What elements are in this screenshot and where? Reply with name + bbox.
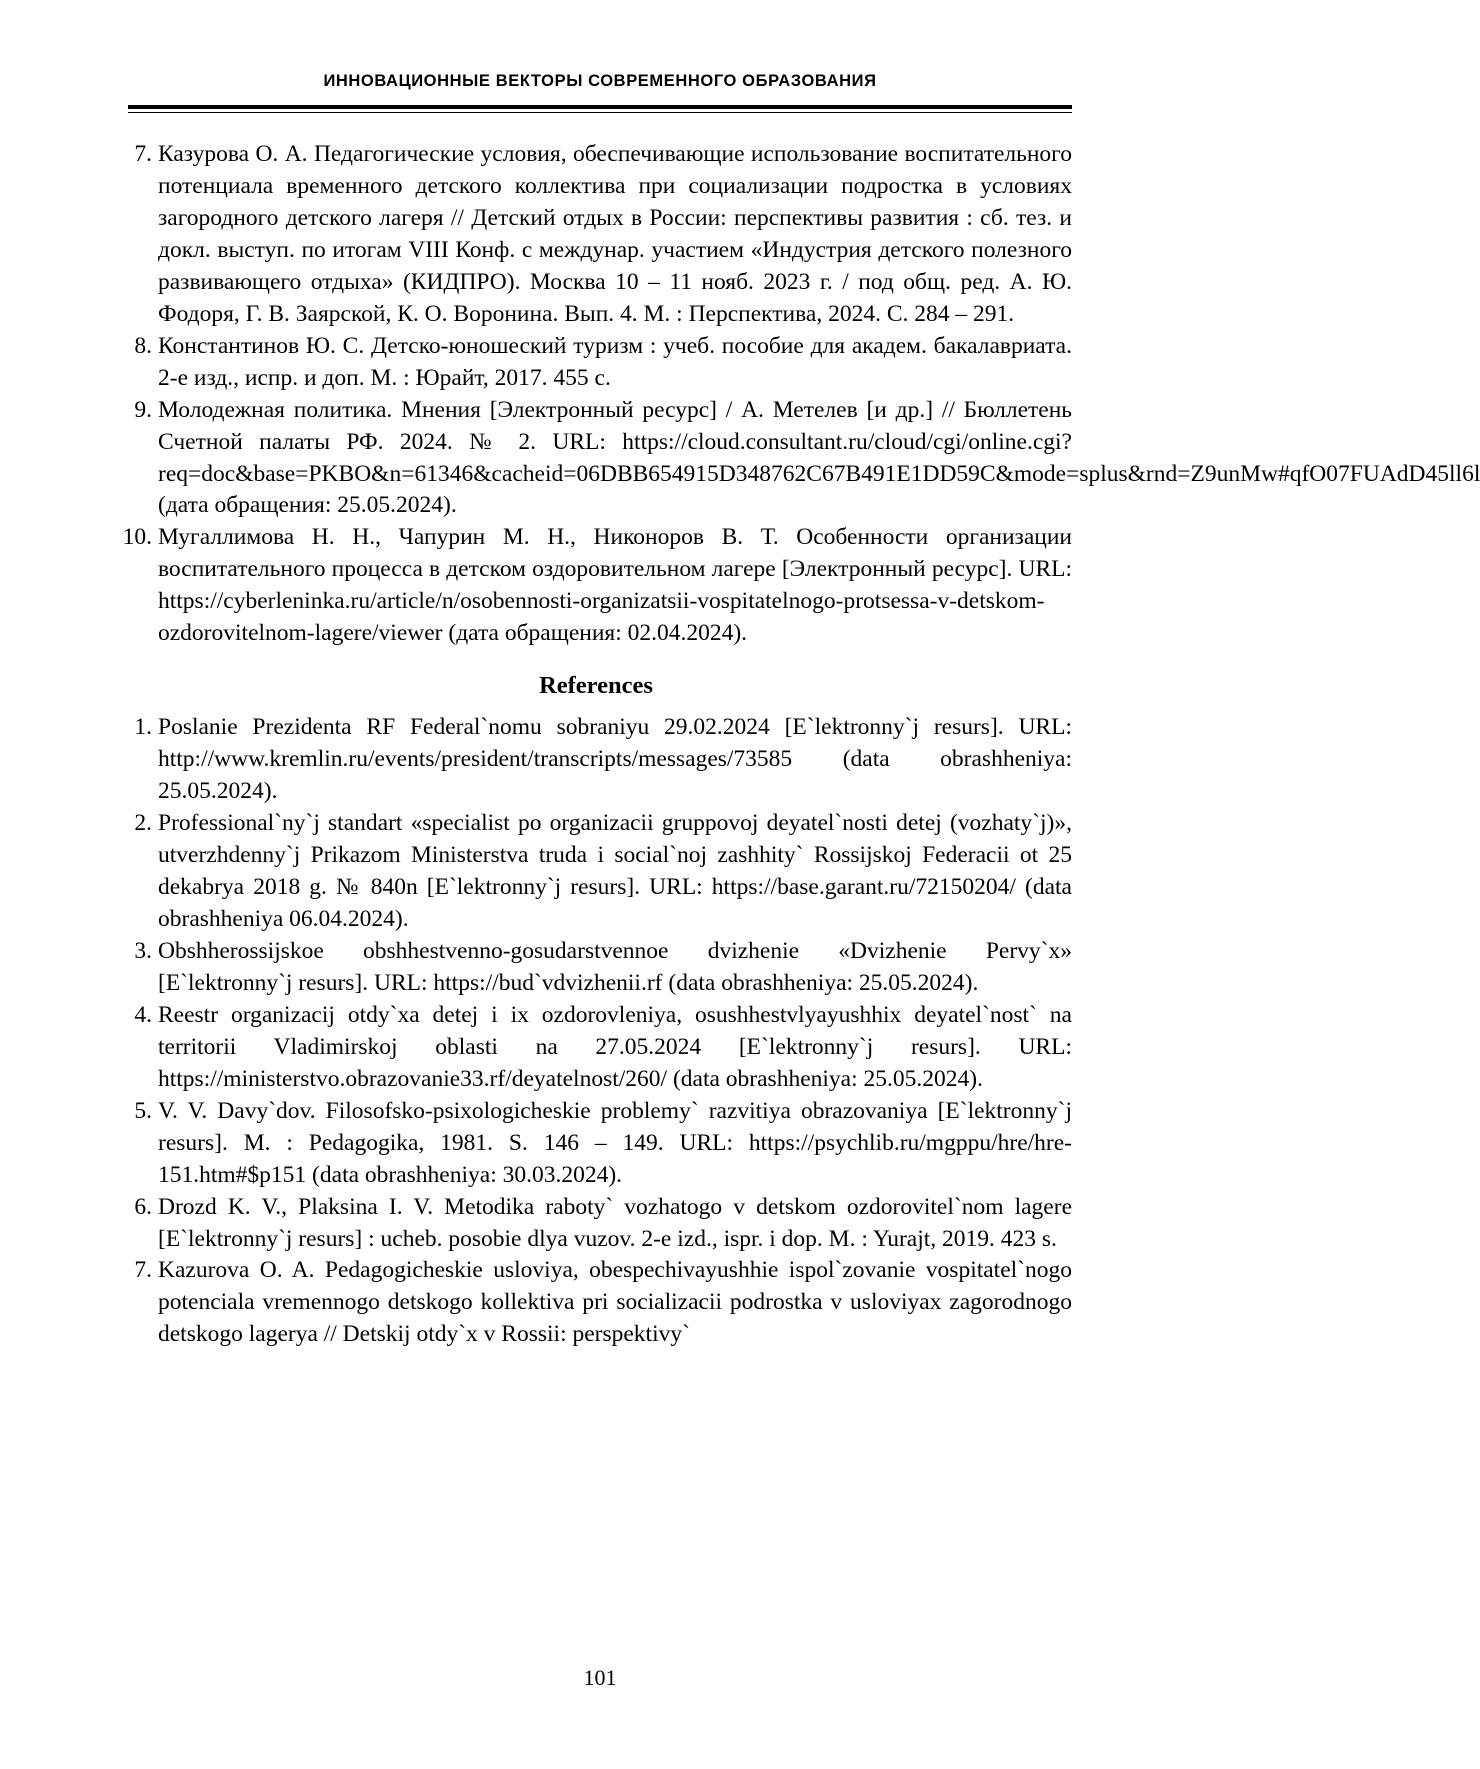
list-item-number: 5.: [134, 1097, 152, 1124]
header-rule-thick: [128, 105, 1072, 109]
list-item: [120, 1096, 1072, 1192]
list-item-number: 8.: [134, 332, 152, 359]
list-item-text: Казурова О. А. Педагогические условия, обеспечивающие использование воспитательного потенциала временного детского коллектива при социализации подростка в условиях загородного детского лагеря // Детский отдых в России: перспективы развития : сб. тез. и докл. выступ. по итогам VIII Конф. с междунар. участием «Индустрия детского полезного развивающего отдыха» (КИДПРО). Москва 10 – 11 нояб. 2023 г. / под общ. ред. А. Ю. Фодоря, Г. В. Заярской, К. О. Воронина. Вып. 4. М. : Перспектива, 2024. С. 284 – 291.: [158, 141, 1072, 327]
list-item-number: 3.: [134, 937, 152, 964]
list-item: [120, 808, 1072, 936]
references-ru-list: [120, 139, 1480, 650]
list-item-number: 2.: [134, 810, 152, 837]
list-item: [120, 936, 1072, 1000]
list-item-number: 9.: [134, 396, 152, 423]
list-item-text: Reestr organizacij otdy`xa detej i ix ozdorovleniya, osushhestvlyayushhix deyatel`nost` na territorii Vladimirskoj oblasti na 27.05.2024 [E`lektronny`j resurs]. URL: https://ministerstvo.obrazovanie33.rf/deyatelnost/260/ (data obrashheniya: 25.05.2024).: [158, 1001, 1072, 1092]
list-item-number: 7.: [134, 1257, 152, 1284]
header-rule-thin: [128, 112, 1072, 113]
page-content: [120, 139, 1480, 1351]
list-item-text: Kazurova O. A. Pedagogicheskie usloviya, obespechivayushhie ispol`zovanie vospitatel`nogo potenciala vremennogo detskogo kollektiva pri socializacii podrostka v usloviyax zagorodnogo detskogo lagerya // Detskij otdy`x v Rossii: perspektivy`: [158, 1257, 1072, 1348]
list-item-number: 1.: [134, 714, 152, 741]
list-item: [120, 1255, 1072, 1351]
references-section-title: References: [539, 672, 653, 700]
list-item-text: Drozd K. V., Plaksina I. V. Metodika raboty` vozhatogo v detskom ozdorovitel`nom lagere [E`lektronny`j resurs] : ucheb. posobie dlya vuzov. 2-e izd., ispr. i dop. M. : Yurajt, 2019. 423 s.: [158, 1193, 1072, 1252]
list-item-text: Константинов Ю. С. Детско-юношеский туризм : учеб. пособие для академ. бакалавриата. 2-е изд., испр. и доп. М. : Юрайт, 2017. 455 с.: [158, 332, 1072, 391]
list-item-text: Obshherossijskoe obshhestvenno-gosudarstvennoe dvizhenie «Dvizhenie Pervy`x» [E`lektronny`j resurs]. URL: https://bud`vdvizhenii.rf (data obrashheniya: 25.05.2024).: [158, 937, 1072, 996]
list-item: [120, 395, 1480, 523]
references-en-list: [120, 712, 1072, 1351]
list-item-text: Poslanie Prezidenta RF Federal`nomu sobraniyu 29.02.2024 [E`lektronny`j resurs]. URL: http://www.kremlin.ru/events/president/transcripts/messages/73585 (data obrashheniya: 25.05.2024).: [158, 714, 1072, 805]
list-item-text: V. V. Davy`dov. Filosofsko-psixologicheskie problemy` razvitiya obrazovaniya [E`lektronny`j resurs]. M. : Pedagogika, 1981. S. 146 – 149. URL: https://psychlib.ru/mgppu/hre/hre-151.htm#$p151 (data obrashheniya: 30.03.2024).: [158, 1097, 1072, 1188]
list-item: [120, 522, 1072, 650]
document-page: [0, 72, 1480, 1769]
list-item: [120, 139, 1072, 331]
list-item-text: Professional`ny`j standart «specialist po organizacii gruppovoj deyatel`nosti detej (vozhaty`j)», utverzhdenny`j Prikazom Ministerstva truda i social`noj zashhity` Rossijskoj Federacii ot 25 dekabrya 2018 g. № 840n [E`lektronny`j resurs]. URL: https://base.garant.ru/72150204/ (data obrashheniya 06.04.2024).: [158, 810, 1072, 932]
references-en-section: [120, 712, 1072, 1351]
list-item-text: Молодежная политика. Мнения [Электронный ресурс] / А. Метелев [и др.] // Бюллетень Счетной палаты РФ. 2024. № 2. URL: https://cloud.consultant.ru/cloud/cgi/online.cgi?req=doc&base=PKBO&n=61346&cacheid=06DBB654915D348762C67B491E1DD59C&mode=splus&rnd=Z9unMw#qfO07FUAdD45ll6l (дата обращения: 25.05.2024).: [158, 396, 1480, 519]
list-item-number: 4.: [134, 1001, 152, 1028]
list-item: [120, 1192, 1072, 1256]
list-item: [120, 331, 1072, 395]
page-number: 101: [583, 1665, 617, 1690]
list-item: [120, 712, 1072, 808]
list-item-number: 6.: [134, 1193, 152, 1220]
list-item: [120, 1000, 1072, 1096]
list-item-number: 7.: [134, 141, 152, 167]
list-item-number: 10.: [122, 524, 152, 551]
header-divider: [128, 105, 1072, 113]
running-head: ИННОВАЦИОННЫЕ ВЕКТОРЫ СОВРЕМЕННОГО ОБРАЗОВАНИЯ: [323, 72, 877, 90]
list-item-text: Мугаллимова Н. Н., Чапурин М. Н., Никоноров В. Т. Особенности организации воспитательного процесса в детском оздоровительном лагере [Электронный ресурс]. URL: https://cyberleninka.ru/article/n/osobennosti-organizatsii-vospitatelnogo-protsessa-v-detskom-ozdorovitelnom-lagere/viewer (дата обращения: 02.04.2024).: [158, 524, 1072, 647]
